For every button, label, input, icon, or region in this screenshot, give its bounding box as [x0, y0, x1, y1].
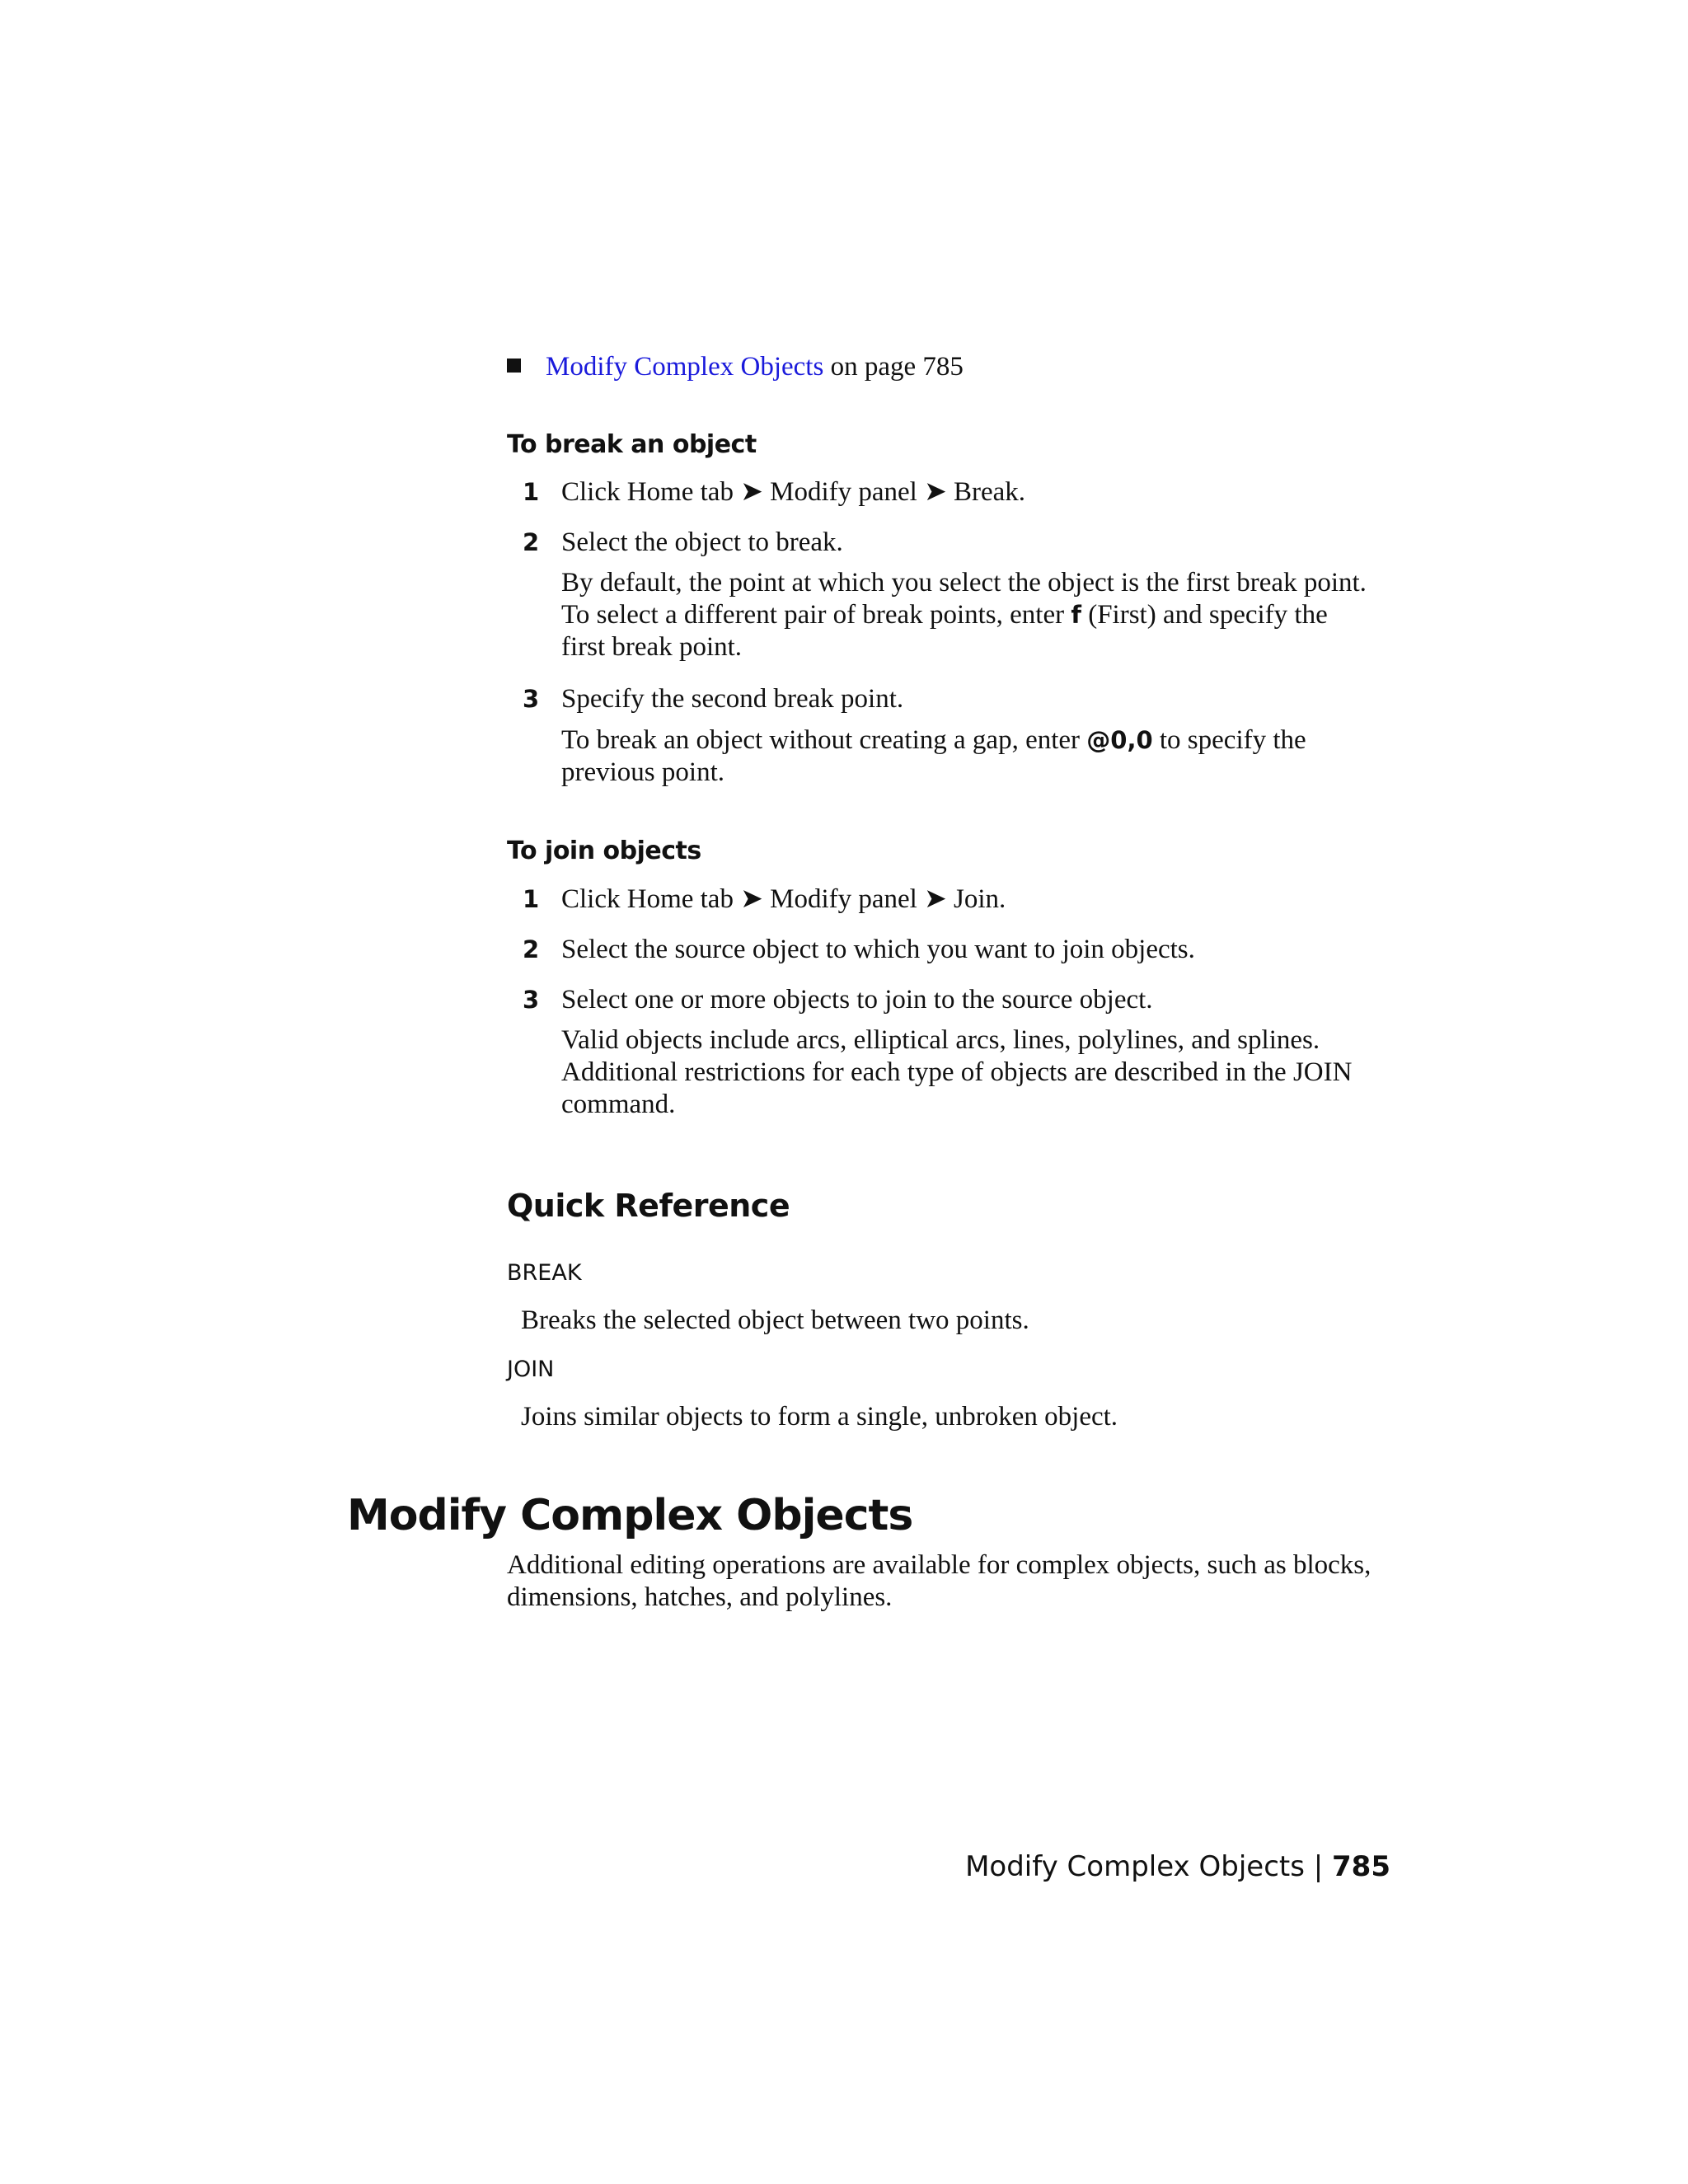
break-step-1-text: Click Home tab ➤ Modify panel ➤ Break. [561, 477, 1026, 507]
bullet-square-icon [507, 359, 521, 373]
note-text: To select a different pair of break points, enter [561, 600, 1071, 630]
note-line: Valid objects include arcs, elliptical arcs, lines, polylines, and splines. [561, 1025, 1320, 1055]
note-text: to specify the [1152, 725, 1306, 755]
note-line [561, 724, 1402, 757]
join-step-1-number: 1 [523, 885, 540, 913]
footer-separator: | [1304, 1850, 1333, 1883]
break-step-3-text: Specify the second break point. [561, 684, 904, 714]
section-body [507, 1549, 1414, 1614]
body-line: dimensions, hatches, and polylines. [507, 1582, 893, 1612]
note-line: previous point. [561, 757, 724, 787]
join-step-2-number: 2 [523, 935, 540, 963]
join-procedure-heading: To join objects [507, 837, 701, 865]
related-topic-link[interactable]: Modify Complex Objects [546, 352, 824, 382]
break-step-3-number: 3 [523, 685, 540, 713]
footer-title: Modify Complex Objects [965, 1850, 1305, 1883]
body-line: Additional editing operations are available for complex objects, such as blocks, [507, 1550, 1372, 1580]
related-link-item [507, 349, 964, 384]
note-line: By default, the point at which you select the object is the first break point. [561, 568, 1367, 598]
join-step-3-number: 3 [523, 986, 540, 1014]
note-text: To break an object without creating a gap, enter [561, 725, 1087, 755]
note-line: first break point. [561, 632, 743, 662]
note-line: command. [561, 1090, 676, 1119]
break-step-2-note [561, 567, 1402, 663]
join-step-3-text: Select one or more objects to join to the source object. [561, 985, 1153, 1015]
page-footer [965, 1849, 1390, 1885]
page-number: 785 [1332, 1850, 1390, 1883]
break-step-3-note [561, 724, 1402, 789]
join-command-name[interactable]: JOIN [507, 1357, 555, 1382]
break-step-2-number: 2 [523, 528, 540, 556]
note-line [561, 599, 1402, 631]
command-option-key: f [1071, 601, 1081, 629]
join-command-description: Joins similar objects to form a single, unbroken object. [521, 1402, 1118, 1432]
break-procedure-heading: To break an object [507, 430, 757, 459]
break-command-description: Breaks the selected object between two points. [521, 1305, 1029, 1335]
note-text: (First) and specify the [1081, 600, 1328, 630]
note-line: Additional restrictions for each type of objects are described in the JOIN [561, 1057, 1353, 1087]
join-step-3-note [561, 1024, 1402, 1121]
section-title: Modify Complex Objects [347, 1491, 913, 1540]
break-command-name[interactable]: BREAK [507, 1260, 582, 1286]
quick-reference-title: Quick Reference [507, 1188, 790, 1224]
break-step-2-text: Select the object to break. [561, 527, 843, 557]
coordinate-input-value: @0,0 [1086, 726, 1153, 754]
join-step-1-text: Click Home tab ➤ Modify panel ➤ Join. [561, 884, 1006, 914]
join-step-2-text: Select the source object to which you want to join objects. [561, 935, 1195, 964]
break-step-1-number: 1 [523, 478, 540, 506]
related-link-page-ref: on page 785 [823, 352, 964, 382]
